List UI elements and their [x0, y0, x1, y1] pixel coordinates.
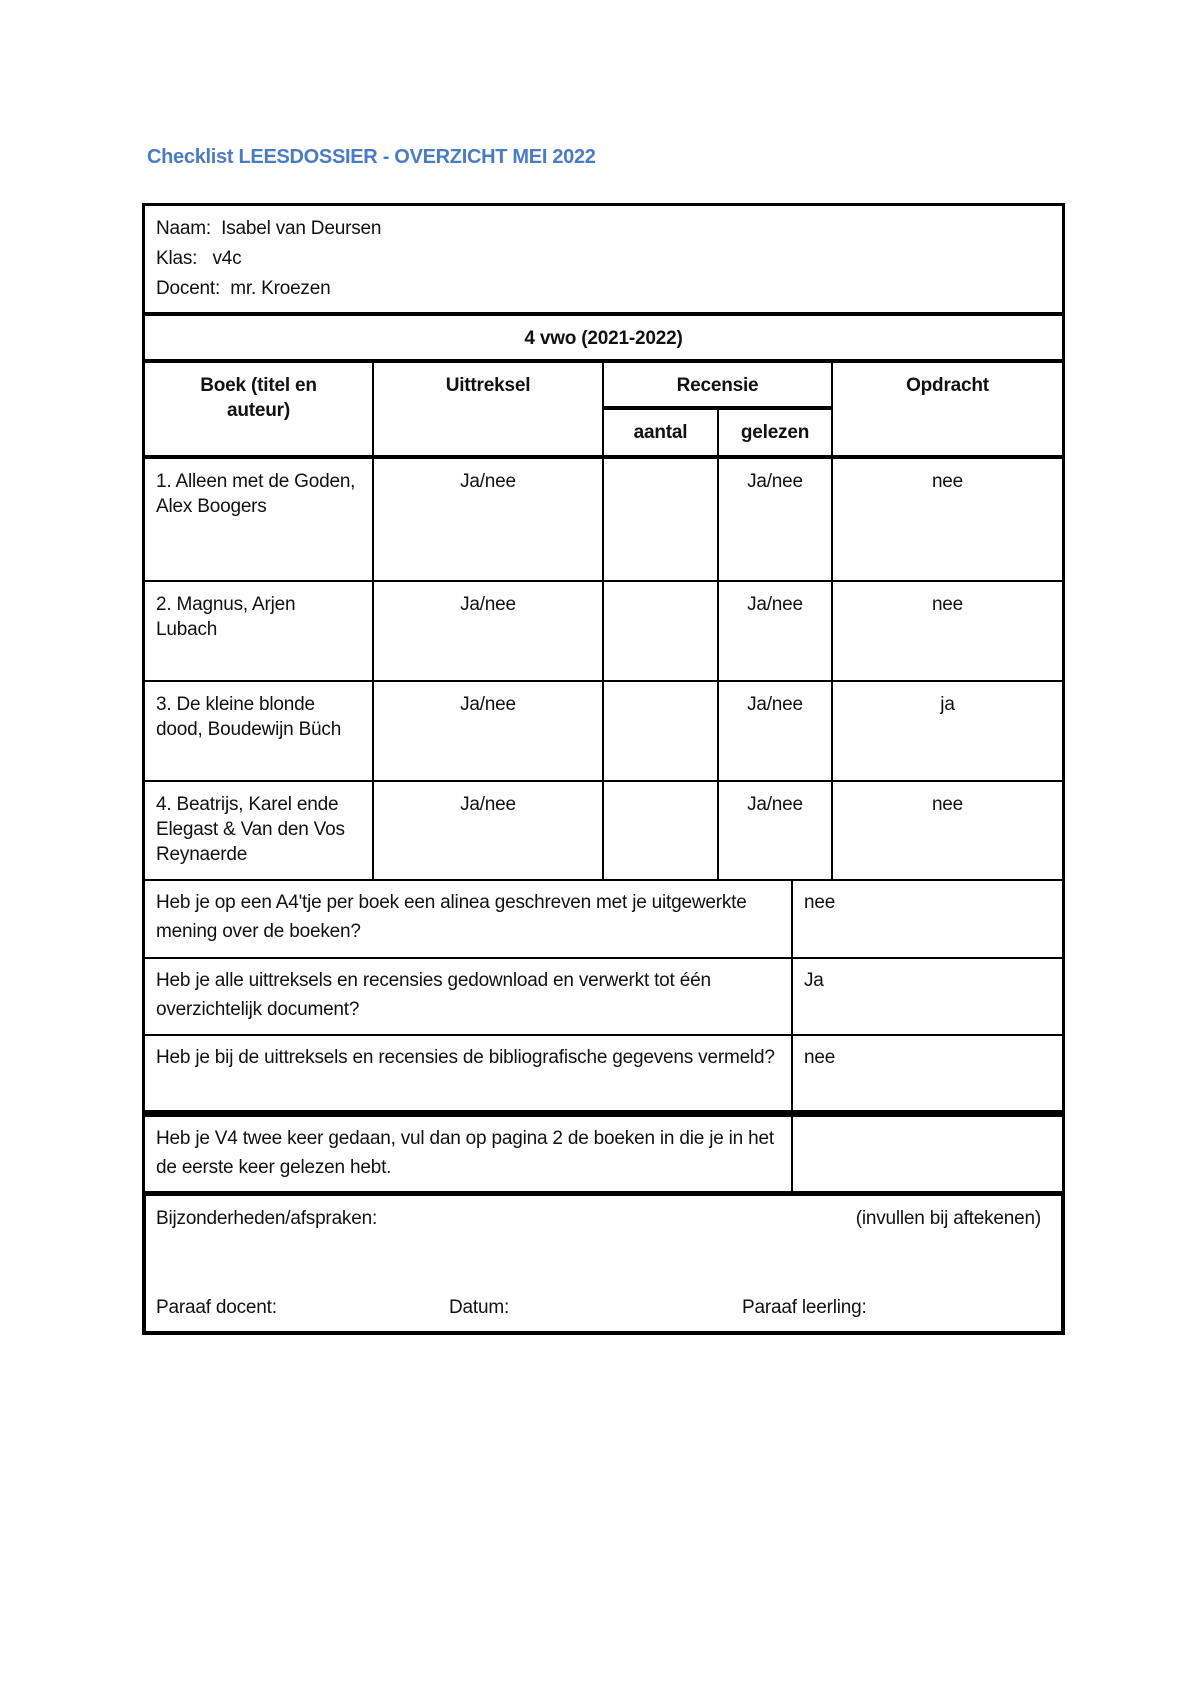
gelezen-cell[interactable]: Ja/nee	[718, 681, 832, 781]
aantal-cell[interactable]	[603, 781, 718, 880]
book-title-cell: 4. Beatrijs, Karel ende Elegast & Van den Vos Reynaerde	[144, 781, 373, 880]
datum-label: Datum:	[449, 1297, 510, 1318]
header-recensie: Recensie	[603, 360, 832, 409]
book-title-cell: 2. Magnus, Arjen Lubach	[144, 581, 373, 681]
school-year-header: 4 vwo (2021-2022)	[144, 313, 1063, 360]
gelezen-cell[interactable]: Ja/nee	[718, 456, 832, 581]
book-title-cell: 3. De kleine blonde dood, Boudewijn Büch	[144, 681, 373, 781]
book-title-cell: 1. Alleen met de Goden, Alex Boogers	[144, 456, 373, 581]
uittreksel-cell[interactable]: Ja/nee	[373, 781, 603, 880]
uittreksel-cell[interactable]: Ja/nee	[373, 681, 603, 781]
opdracht-cell[interactable]: nee	[832, 581, 1063, 681]
gelezen-cell[interactable]: Ja/nee	[718, 581, 832, 681]
bijzonderheden-label: Bijzonderheden/afspraken:	[156, 1208, 378, 1229]
opdracht-cell[interactable]: nee	[832, 456, 1063, 581]
paraaf-leerling-label: Paraaf leerling:	[742, 1297, 867, 1318]
header-gelezen: gelezen	[718, 409, 832, 456]
header-aantal: aantal	[603, 409, 718, 456]
invullen-note: (invullen bij aftekenen)	[855, 1208, 1041, 1229]
question-answer[interactable]: nee	[792, 880, 1063, 958]
question-answer[interactable]	[792, 1113, 1063, 1192]
question-answer[interactable]: nee	[792, 1035, 1063, 1113]
question-answer[interactable]: Ja	[792, 958, 1063, 1035]
uittreksel-cell[interactable]: Ja/nee	[373, 581, 603, 681]
student-class: Klas: v4c	[156, 248, 242, 269]
question-text: Heb je alle uittreksels en recensies gedownload en verwerkt tot één overzichtelijk document?	[144, 958, 792, 1035]
gelezen-cell[interactable]: Ja/nee	[718, 781, 832, 880]
aantal-cell[interactable]	[603, 581, 718, 681]
aantal-cell[interactable]	[603, 456, 718, 581]
student-info-cell	[144, 205, 1063, 313]
question-text: Heb je V4 twee keer gedaan, vul dan op pagina 2 de boeken in die je in het de eerste keer gelezen hebt.	[144, 1113, 792, 1192]
question-text: Heb je op een A4'tje per boek een alinea geschreven met je uitgewerkte mening over de boeken?	[144, 880, 792, 958]
question-text: Heb je bij de uittreksels en recensies de bibliografische gegevens vermeld?	[144, 1035, 792, 1113]
header-uittreksel: Uittreksel	[373, 360, 603, 456]
paraaf-docent-label: Paraaf docent:	[156, 1297, 277, 1318]
opdracht-cell[interactable]: ja	[832, 681, 1063, 781]
teacher-name: Docent: mr. Kroezen	[156, 278, 331, 299]
opdracht-cell[interactable]: nee	[832, 781, 1063, 880]
document-title: Checklist LEESDOSSIER - OVERZICHT MEI 2022	[147, 146, 596, 168]
uittreksel-cell[interactable]: Ja/nee	[373, 456, 603, 581]
student-name: Naam: Isabel van Deursen	[156, 218, 382, 239]
signoff-box	[142, 1192, 1065, 1335]
header-boek: Boek (titel en auteur)	[144, 360, 373, 456]
header-opdracht: Opdracht	[832, 360, 1063, 456]
aantal-cell[interactable]	[603, 681, 718, 781]
